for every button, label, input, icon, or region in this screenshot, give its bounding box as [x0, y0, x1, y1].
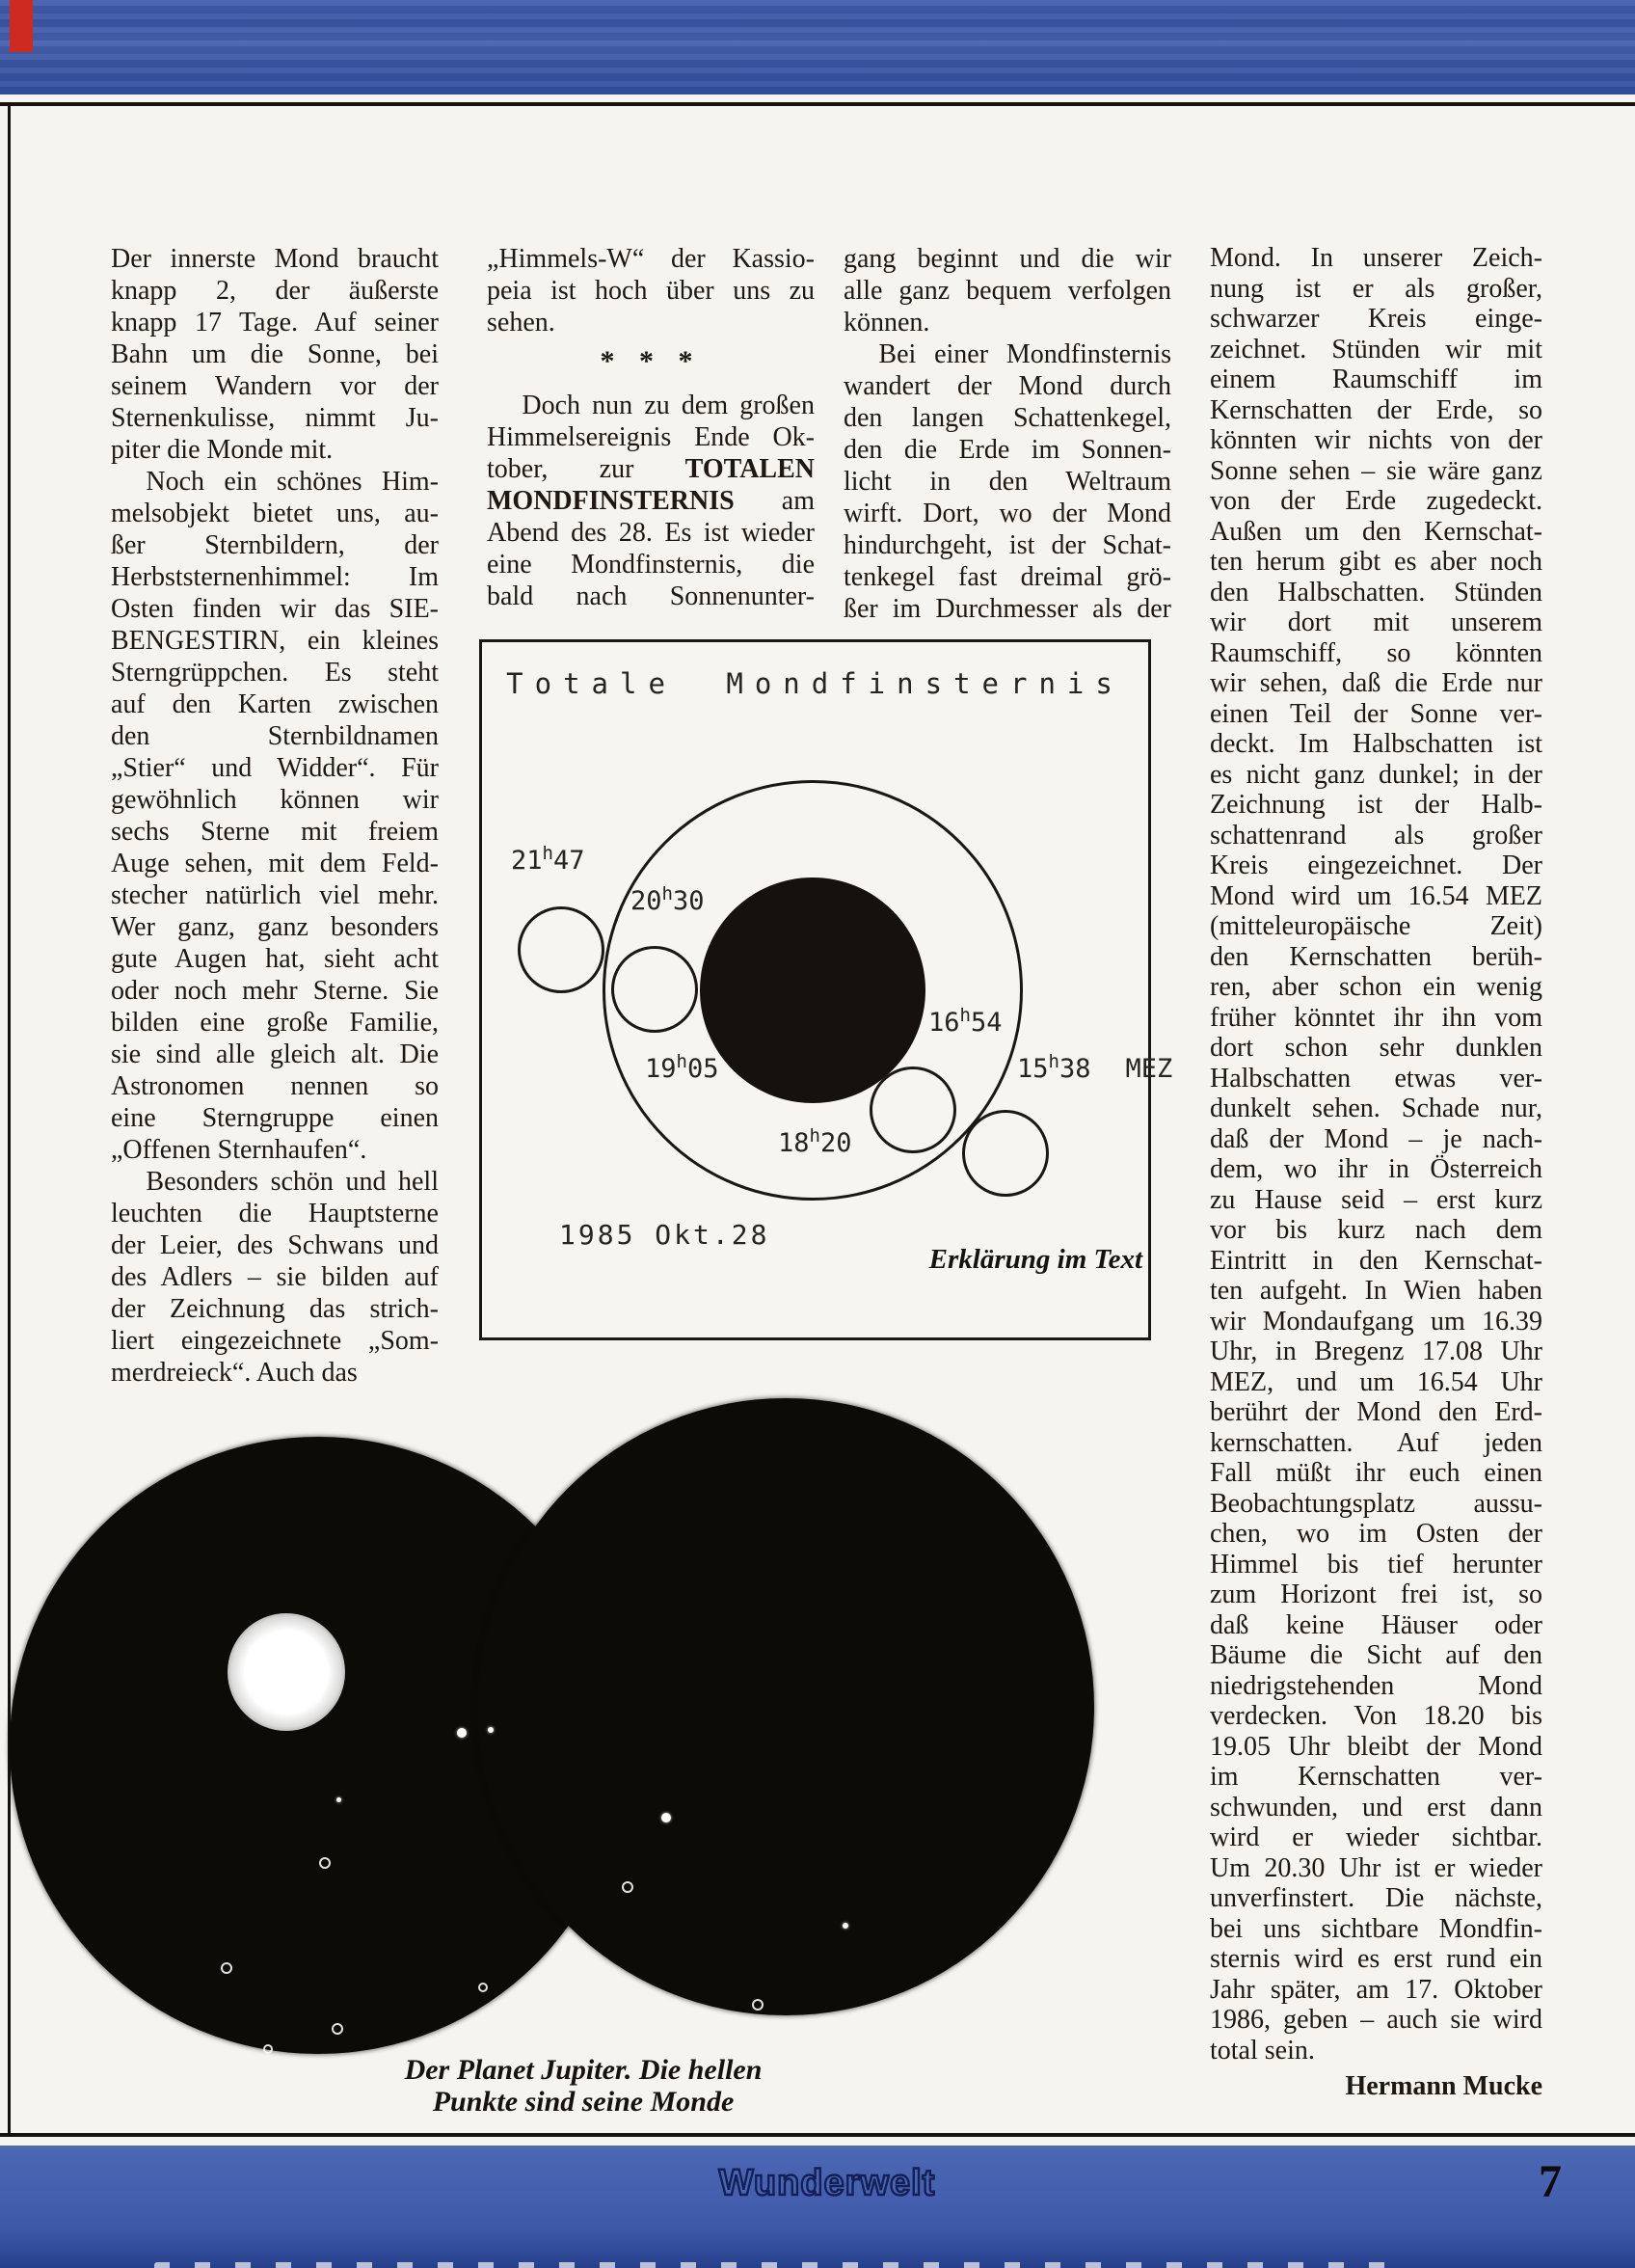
text-line: MONDFINSTERNIS am — [487, 486, 815, 516]
text-line: Um 20.30 Uhr ist er wieder — [1210, 1852, 1542, 1883]
text-line: im Kernschatten ver- — [1210, 1762, 1542, 1792]
text-line: knapp 17 Tage. Auf seiner — [111, 308, 439, 338]
text-line: gang beginnt und die wir — [844, 244, 1171, 274]
text-line: Eintritt in den Kernschat- — [1210, 1245, 1542, 1276]
umbra-circle — [700, 878, 925, 1103]
caption-line-2: Punkte sind seine Monde — [432, 2086, 735, 2118]
top-blue-band — [0, 0, 1635, 94]
text-line: zeichnet. Stünden wir mit — [1210, 334, 1542, 364]
article-column-3 — [844, 243, 1171, 625]
moon-position-circle-2147 — [518, 906, 604, 993]
text-line: „Offenen Sternhaufen“. — [111, 1135, 367, 1165]
text-line: einem Raumschiff im — [1210, 364, 1542, 394]
text-line: wird er wieder sichtbar. — [1210, 1822, 1542, 1852]
moon-position-circle-1538 — [962, 1110, 1049, 1197]
jupiter-disc — [228, 1613, 345, 1731]
text-line: sechs Sterne mit freiem — [111, 817, 439, 847]
eclipse-diagram — [479, 639, 1173, 1340]
diagram-title: Totale Mondfinsternis — [506, 667, 1124, 700]
text-line: leuchten die Hauptsterne — [111, 1199, 439, 1228]
text-line: den Halbschatten. Stünden — [1210, 577, 1542, 608]
text-line: chen, wo im Osten der — [1210, 1519, 1542, 1549]
text-line: Wer ganz, ganz besonders — [111, 912, 439, 942]
text-line: oder noch mehr Sterne. Sie — [111, 976, 439, 1006]
text-line: wir Mondaufgang um 16.39 — [1210, 1306, 1542, 1336]
magazine-logo: Wunderwelt — [718, 2163, 936, 2203]
article-column-4 — [1210, 243, 1542, 2102]
text-line: wir sehen, daß die Erde nur — [1210, 668, 1542, 698]
text-line: Beobachtungsplatz aussu- — [1210, 1488, 1542, 1519]
text-line: Noch ein schönes Him- — [146, 467, 439, 497]
text-line: Mond. In unserer Zeich- — [1210, 243, 1542, 273]
caption-line-1: Der Planet Jupiter. Die hellen — [404, 2054, 763, 2086]
text-line: vor bis kurz nach dem — [1210, 1215, 1542, 1245]
text-line: Fall müßt ihr euch einen — [1210, 1458, 1542, 1488]
text-line: merdreieck“. Auch das — [111, 1358, 358, 1388]
text-line: den Kernschatten berüh- — [1210, 941, 1542, 972]
text-line: des Adlers – sie bilden auf — [111, 1262, 439, 1292]
time-label-1820: 18$^h$20 — [778, 1125, 852, 1158]
text-line: wir dort mit unserem — [1210, 608, 1542, 637]
text-line: Außen um den Kernschat- — [1210, 516, 1542, 547]
text-line: dort schon sehr dunklen — [1210, 1033, 1542, 1063]
text-line: Doch nun zu dem großen — [522, 391, 815, 420]
text-line: könnten wir nichts von der — [1210, 425, 1542, 455]
text-line: berührt der Mond den Erd- — [1210, 1397, 1542, 1427]
text-line: Der innerste Mond braucht — [111, 244, 439, 274]
text-line: alle ganz bequem verfolgen — [844, 276, 1171, 306]
text-line: eine Mondfinsternis, die — [487, 550, 815, 580]
page-number: 7 — [1539, 2156, 1562, 2207]
text-line: (mitteleuropäische Zeit) — [1210, 911, 1542, 941]
text-line: ten herum gibt es aber noch — [1210, 547, 1542, 577]
text-line: gute Augen hat, sieht acht — [111, 944, 439, 974]
binocular-field-right — [477, 1398, 1094, 2015]
text-line: Bei einer Mondfinsternis — [878, 339, 1171, 369]
star-dot — [752, 1999, 764, 2011]
top-rule — [0, 102, 1635, 106]
text-line: Halbschatten etwas ver- — [1210, 1063, 1542, 1094]
star-dot — [221, 1962, 232, 1974]
text-line: Jahr später, am 17. Oktober — [1210, 1974, 1542, 2005]
text-line: zu Hause seid – erst kurz — [1210, 1184, 1542, 1215]
text-line: es nicht ganz dunkel; in der — [1210, 759, 1542, 790]
text-line: sternis wird es erst rund ein — [1210, 1944, 1542, 1974]
text-line: schwunden, und erst dann — [1210, 1792, 1542, 1822]
text-line: den langen Schattenkegel, — [844, 403, 1171, 433]
text-line: wirft. Dort, wo der Mond — [844, 499, 1171, 528]
text-line: bald nach Sonnenunter- — [487, 581, 815, 611]
text-line: ßer Sternbildern, der — [111, 530, 439, 560]
text-line: piter die Monde mit. — [111, 435, 334, 465]
text-line: Zeichnung ist der Halb- — [1210, 790, 1542, 820]
star-dot — [478, 1983, 488, 1992]
left-rule — [8, 106, 11, 2134]
text-line: schwarzer Kreis einge- — [1210, 304, 1542, 334]
text-line: nung ist er als großer, — [1210, 273, 1542, 304]
red-registration-mark — [10, 0, 33, 52]
text-line: stecher natürlich viel mehr. — [111, 880, 439, 910]
star-dot — [843, 1923, 848, 1929]
text-line: BENGESTIRN, ein kleines — [111, 626, 439, 656]
text-line: daß der Mond – je nach- — [1210, 1123, 1542, 1154]
bottom-rule — [0, 2133, 1635, 2137]
footer-blue-band — [0, 2146, 1635, 2268]
text-line: eine Sterngruppe einen — [111, 1103, 439, 1133]
text-line: Abend des 28. Es ist wieder — [487, 518, 815, 548]
moon-dot — [661, 1813, 671, 1822]
text-line: Sonne sehen – sie wäre ganz — [1210, 455, 1542, 486]
text-line: * * * — [600, 345, 702, 377]
text-line: der Zeichnung das strich- — [111, 1294, 439, 1324]
text-line: Bahn um die Sonne, bei — [111, 339, 439, 369]
text-line: Kreis eingezeichnet. Der — [1210, 850, 1542, 880]
text-line: seinem Wandern vor der — [111, 371, 439, 401]
text-line: Uhr, in Bregenz 17.08 Uhr — [1210, 1336, 1542, 1366]
text-line: der Leier, des Schwans und — [111, 1230, 439, 1260]
text-line: Bäume die Sicht auf den — [1210, 1640, 1542, 1670]
time-label-1538-mez: 15$^h$38 MEZ — [1017, 1051, 1173, 1084]
text-line: ren, aber schon ein wenig — [1210, 972, 1542, 1002]
star-dot — [336, 1797, 341, 1802]
text-line: Hermann Mucke — [1345, 2071, 1542, 2101]
text-line: Auge sehen, mit dem Feld- — [111, 849, 439, 878]
text-line: kernschatten. Auf jeden — [1210, 1427, 1542, 1458]
text-line: dem, wo ihr in Österreich — [1210, 1154, 1542, 1184]
text-line: verdecken. Von 18.20 bis — [1210, 1701, 1542, 1731]
text-line: den Sternbildnamen — [111, 721, 439, 751]
star-dot — [319, 1857, 331, 1869]
text-line: gewöhnlich können wir — [111, 785, 439, 815]
moon-position-circle-1654 — [870, 1066, 956, 1153]
text-line: peia ist hoch über uns zu — [487, 276, 815, 306]
text-line: ßer im Durchmesser als der — [844, 594, 1171, 624]
moon-position-circle-2030 — [611, 946, 698, 1033]
time-label-1905: 19$^h$05 — [645, 1051, 719, 1084]
star-dot — [263, 2044, 273, 2054]
text-line: knapp 2, der äußerste — [111, 276, 439, 306]
text-line: melsobjekt bietet uns, au- — [111, 499, 439, 528]
diagram-date: 1985 Okt.28 — [559, 1219, 770, 1251]
bottom-edge-print-marks — [154, 2262, 1398, 2268]
text-line: unverfinstert. Die nächste, — [1210, 1883, 1542, 1913]
moon-dot — [488, 1727, 494, 1733]
text-line: hindurchgeht, ist der Schat- — [844, 530, 1171, 560]
time-label-1654: 16$^h$54 — [928, 1005, 1003, 1038]
star-dot — [622, 1881, 633, 1893]
text-line: Osten finden wir das SIE- — [111, 594, 439, 624]
text-line: Mond wird um 16.54 MEZ — [1210, 880, 1542, 911]
time-label-2147: 21$^h$47 — [511, 843, 585, 876]
text-line: licht in den Weltraum — [844, 467, 1171, 497]
text-line: auf den Karten zwischen — [111, 689, 439, 719]
text-line: Besonders schön und hell — [146, 1167, 439, 1197]
text-line: den die Erde im Sonnen- — [844, 435, 1171, 465]
text-line: dunkelt sehen. Schade nur, — [1210, 1094, 1542, 1123]
text-line: Astronomen nennen so — [111, 1071, 439, 1101]
text-line: bei uns sichtbare Mondfin- — [1210, 1913, 1542, 1944]
text-line: können. — [844, 308, 930, 338]
moon-dot — [457, 1728, 467, 1738]
text-line: zum Horizont frei ist, so — [1210, 1580, 1542, 1609]
text-line: tober, zur TOTALEN — [487, 454, 815, 484]
text-line: ten aufgeht. In Wien haben — [1210, 1276, 1542, 1306]
star-dot — [332, 2023, 343, 2035]
text-line: Himmel bis tief herunter — [1210, 1549, 1542, 1580]
diagram-note: Erklärung im Text — [928, 1244, 1142, 1275]
text-line: Himmelsereignis Ende Ok- — [487, 422, 815, 452]
article-column-2 — [487, 243, 815, 612]
text-line: von der Erde zugedeckt. — [1210, 486, 1542, 516]
text-line: wandert der Mond durch — [844, 371, 1171, 401]
text-line: 1986, geben – auch sie wird — [1210, 2005, 1542, 2035]
text-line: sehen. — [487, 308, 555, 338]
text-line: „Stier“ und Widder“. Für — [111, 753, 439, 783]
text-line: schattenrand als großer — [1210, 820, 1542, 850]
text-line: Raumschiff, so könnten — [1210, 637, 1542, 668]
text-line: Herbststernenhimmel: Im — [111, 562, 439, 592]
time-label-2030: 20$^h$30 — [630, 883, 705, 916]
text-line: niedrigstehenden Mond — [1210, 1670, 1542, 1701]
text-line: „Himmels-W“ der Kassio- — [487, 244, 815, 274]
text-line: sie sind alle gleich alt. Die — [111, 1040, 439, 1069]
photo-caption — [246, 2054, 921, 2118]
text-line: total sein. — [1210, 2035, 1315, 2066]
text-line: MEZ, und um 16.54 Uhr — [1210, 1366, 1542, 1397]
text-line: deckt. Im Halbschatten ist — [1210, 729, 1542, 759]
text-line: liert eingezeichnete „Som- — [111, 1326, 439, 1356]
text-line: bilden eine große Familie, — [111, 1008, 439, 1038]
text-line: Kernschatten der Erde, so — [1210, 394, 1542, 425]
text-line: 19.05 Uhr bleibt der Mond — [1210, 1731, 1542, 1762]
text-line: Sterngrüppchen. Es steht — [111, 658, 439, 688]
text-line: tenkegel fast dreimal grö- — [844, 562, 1171, 592]
text-line: früher könntet ihr ihn vom — [1210, 1002, 1542, 1033]
band-texture — [0, 0, 1635, 94]
text-line: Sternenkulisse, nimmt Ju- — [111, 403, 439, 433]
mez-label: MEZ — [1125, 1054, 1173, 1084]
text-line: einen Teil der Sonne ver- — [1210, 698, 1542, 729]
text-line: daß keine Häuser oder — [1210, 1609, 1542, 1640]
article-column-1 — [111, 243, 439, 1389]
